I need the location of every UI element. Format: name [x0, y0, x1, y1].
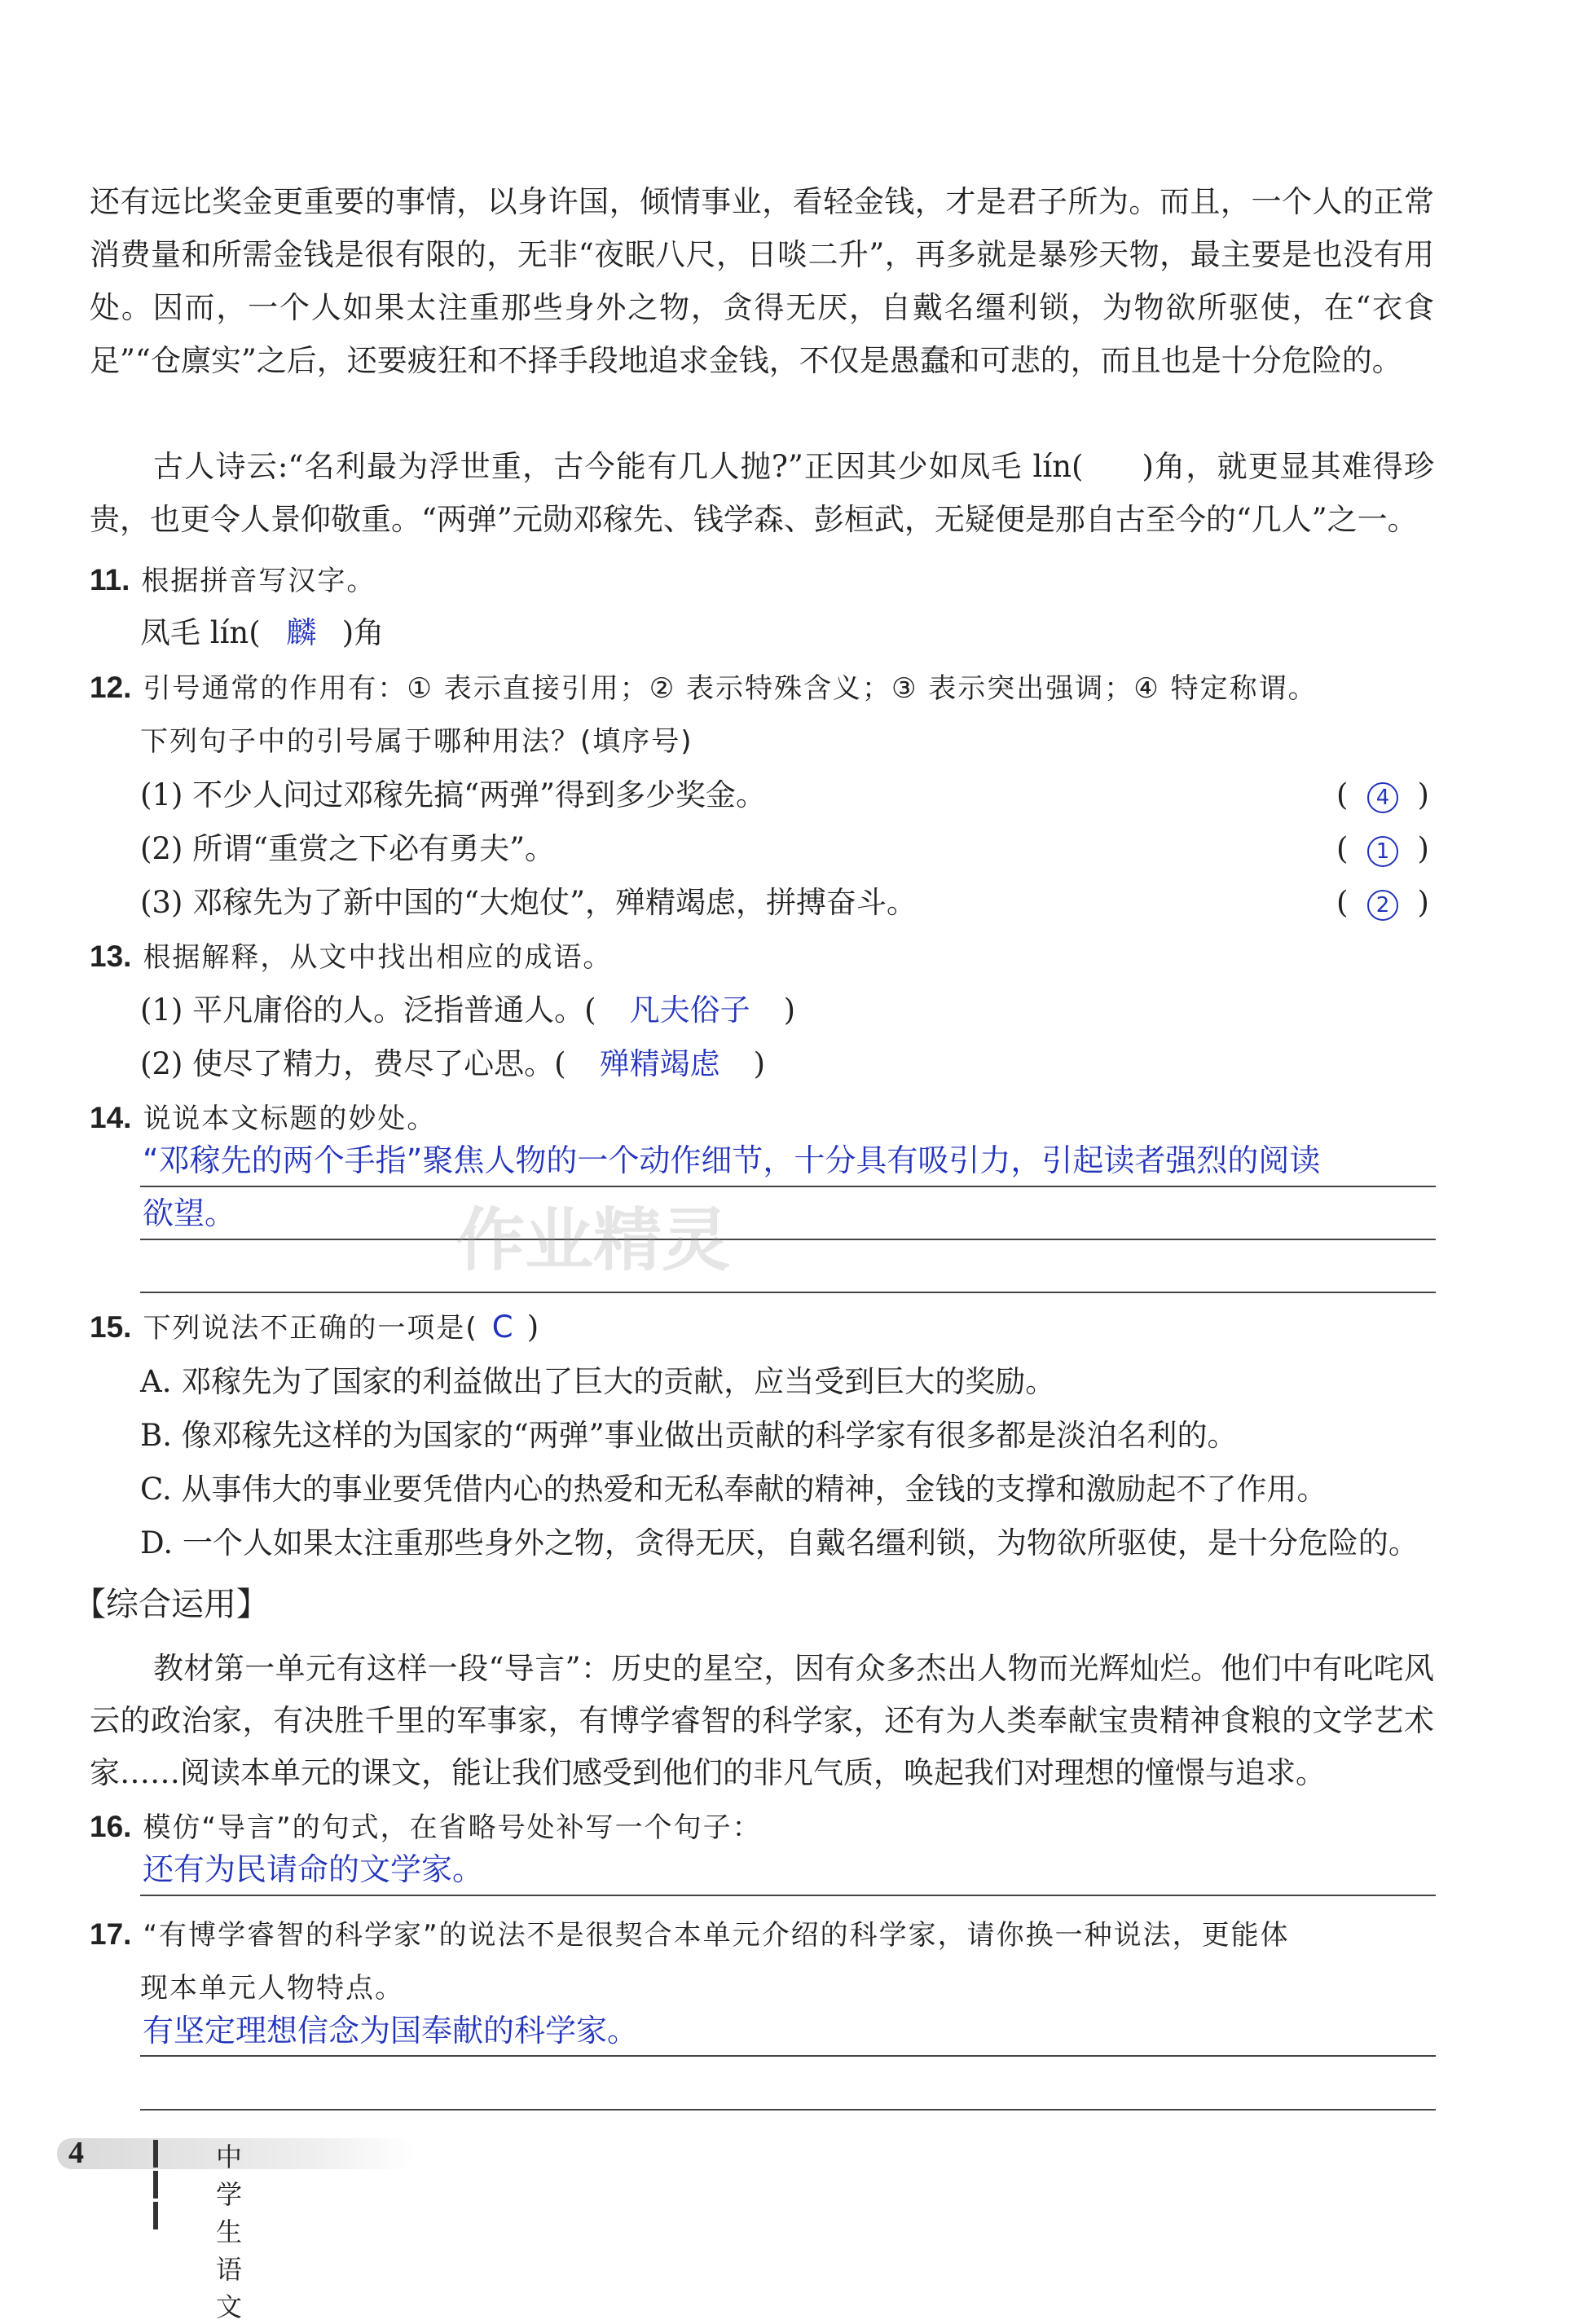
- q17-text-2: [140, 1968, 404, 2008]
- q13-item-1-close: ): [783, 993, 796, 1028]
- question-text-2: 现本单元人物特点。: [140, 1972, 404, 2005]
- q11-answer: 麟: [286, 615, 317, 650]
- q13-answer-1: 凡夫俗子: [629, 993, 750, 1028]
- q13-answer-2: 殚精竭虑: [599, 1046, 720, 1081]
- q15-option-b: B. 像邓稼先这样的为国家的“两弹”事业做出贡献的科学家有很多都是淡泊名利的。: [140, 1418, 1238, 1453]
- section-title: 【综合运用】: [73, 1586, 269, 1623]
- q13-item-2-close: ): [753, 1046, 766, 1081]
- q12-item-1: (1) 不少人问过邓稼先搞“两弹”得到多少奖金。: [140, 777, 767, 812]
- q11-prefix: 凤毛 lín(: [140, 615, 261, 650]
- q14-answer-line-1: “邓稼先的两个手指”聚焦人物的一个动作细节，十分具有吸引力，引起读者强烈的阅读: [143, 1142, 1321, 1178]
- q17-answer: 有坚定理想信念为国奉献的科学家。: [143, 2013, 639, 2049]
- question-12: [90, 668, 1318, 708]
- q12-item-2-answer: ( 1 ): [1336, 831, 1429, 866]
- question-15: [90, 1308, 539, 1348]
- q12-item-2: (2) 所谓“重赏之下必有勇夫”。: [140, 831, 556, 866]
- q12-answer-1: 4: [1367, 782, 1398, 813]
- q15-option-c: C. 从事伟大的事业要凭借内心的热爱和无私奉献的精神，金钱的支撑和激励起不了作用。: [140, 1472, 1327, 1507]
- q13-item-2: [140, 1045, 765, 1084]
- answer-rule: [140, 2109, 1436, 2111]
- question-13: [90, 937, 612, 977]
- question-number: 13.: [90, 940, 132, 973]
- answer-rule: [140, 1292, 1436, 1293]
- q16-answer: 还有为民请命的文学家。: [143, 1851, 484, 1887]
- footer-bars-icon: [153, 2140, 165, 2233]
- passage-paragraph-2: [90, 440, 1434, 546]
- page-number: 4: [68, 2136, 84, 2170]
- question-text: 引号通常的作用有：① 表示直接引用；② 表示特殊含义；③ 表示突出强调；④ 特定称谓。: [143, 672, 1318, 705]
- question-number: 17.: [90, 1917, 132, 1951]
- question-text: 下列说法不正确的一项是(: [143, 1312, 478, 1345]
- q13-item-2-text: (2) 使尽了精力，费尽了心思。(: [140, 1046, 566, 1081]
- q12-item-1-answer: ( 4 ): [1336, 777, 1429, 812]
- q12-answer-3: 2: [1367, 890, 1398, 921]
- footer-title: 中学生语文: [216, 2141, 243, 2322]
- question-text: 根据解释，从文中找出相应的成语。: [143, 941, 613, 974]
- question-text: 模仿“导言”的句式，在省略号处补写一个句子：: [143, 1811, 762, 1844]
- q14-answer-line-2: 欲望。: [143, 1195, 236, 1231]
- question-17: [90, 1915, 1290, 1955]
- question-number: 16.: [90, 1810, 132, 1843]
- question-text-2: 下列句子中的引号属于哪种用法？(填序号): [140, 725, 693, 758]
- answer-rule: [140, 1186, 1436, 1187]
- question-text: 说说本文标题的妙处。: [143, 1103, 437, 1135]
- q12-answer-2: 1: [1367, 836, 1398, 867]
- answer-rule: [140, 2055, 1436, 2057]
- question-number: 12.: [90, 671, 132, 704]
- question-11: [90, 561, 376, 601]
- q11-suffix: )角: [341, 615, 385, 650]
- question-text: “有博学睿智的科学家”的说法不是很契合本单元介绍的科学家，请你换一种说法，更能体: [143, 1919, 1290, 1952]
- q15-option-d: D. 一个人如果太注重那些身外之物，贪得无厌，自戴名缰利锁，为物欲所驱使，是十分危险的。: [140, 1525, 1419, 1560]
- q13-item-1-text: (1) 平凡庸俗的人。泛指普通人。(: [140, 993, 596, 1028]
- answer-rule: [140, 1239, 1436, 1240]
- question-text: 根据拼音写汉字。: [141, 565, 376, 597]
- q15-answer: C: [491, 1309, 513, 1345]
- watermark: 作业精灵: [456, 1200, 731, 1280]
- question-number: 14.: [90, 1101, 132, 1134]
- q11-answer-row: [140, 614, 384, 653]
- q12-instruction: [140, 721, 693, 761]
- question-number: 11.: [90, 563, 130, 596]
- passage-p2-before: 古人诗云:“名利最为浮世重，古今能有几人抛?”正因其少如凤毛 lín(: [153, 449, 1084, 484]
- q13-item-1: [140, 991, 795, 1030]
- question-14: [90, 1098, 436, 1138]
- q15-option-a: A. 邓稼先为了国家的利益做出了巨大的贡献，应当受到巨大的奖励。: [140, 1364, 1056, 1399]
- question-16: [90, 1807, 762, 1847]
- q15-close: ): [526, 1309, 539, 1345]
- section-intro: 教材第一单元有这样一段“导言”：历史的星空，因有众多杰出人物而光辉灿烂。他们中有叱咤风云的政治家，有决胜千里的军事家，有博学睿智的科学家，还有为人类奉献宝贵精神食粮的文学艺术家……阅读本单元的课文，能让我们感受到他们的非凡气质，唤起我们对理想的憧憬与追求。: [90, 1651, 1434, 1790]
- answer-rule: [140, 1895, 1436, 1896]
- q12-item-3-answer: ( 2 ): [1336, 885, 1429, 920]
- q12-item-3: (3) 邓稼先为了新中国的“大炮仗”，殚精竭虑，拼搏奋斗。: [140, 885, 918, 920]
- question-number: 15.: [90, 1310, 132, 1344]
- passage-paragraph-1: 还有远比奖金更重要的事情，以身许国，倾情事业，看轻金钱，才是君子所为。而且，一个人的正常消费量和所需金钱是很有限的，无非“夜眠八尺，日啖二升”，再多就是暴殄天物，最主要是也没有用处。因而，一个人如果太注重那些身外之物，贪得无厌，自戴名缰利锁，为物欲所驱使，在“衣食足”“仓廪实”之后，还要疲狂和不择手段地追求金钱，不仅是愚蠢和可悲的，而且也是十分危险的。: [90, 184, 1434, 378]
- passage-p2-after: )角，就更显其难得珍贵，也更令人景仰敬重。“两弹”元勋邓稼先、钱学森、彭桓武，无疑便是那自古至今的“几人”之一。: [90, 449, 1435, 537]
